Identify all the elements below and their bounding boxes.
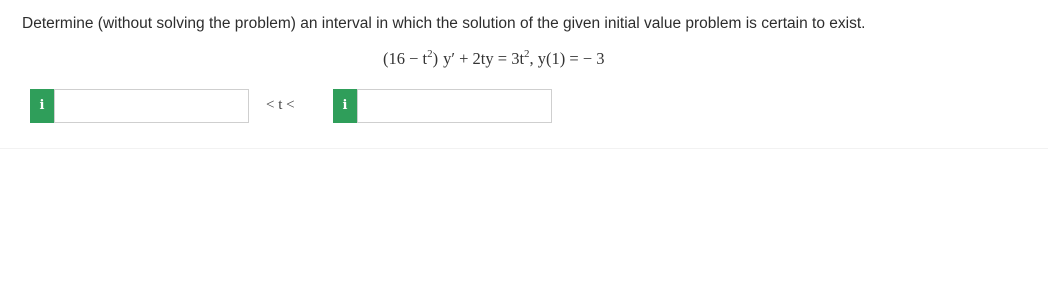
left-bound-info-icon[interactable]: i (30, 89, 54, 123)
differential-equation (383, 48, 605, 70)
question-card (0, 0, 1048, 148)
left-bound-input[interactable] (54, 89, 249, 123)
question-prompt: Determine (without solving the problem) an interval in which the solution of the given initial value problem is certain to exist. (22, 15, 866, 32)
equation-coefficient-open: (16 − t (383, 49, 428, 68)
equation-coefficient-exponent: 2 (427, 48, 433, 60)
equation-initial-condition: , y(1) = − 3 (529, 49, 605, 68)
equation-rhs-exponent: 2 (524, 48, 530, 60)
right-bound-input[interactable] (357, 89, 552, 123)
equation-derivative-term: y′ + 2ty = 3t (443, 49, 525, 68)
right-bound-info-icon[interactable]: i (333, 89, 357, 123)
inequality-label: < t < (266, 97, 295, 113)
equation-coefficient-close: ) (432, 49, 439, 68)
